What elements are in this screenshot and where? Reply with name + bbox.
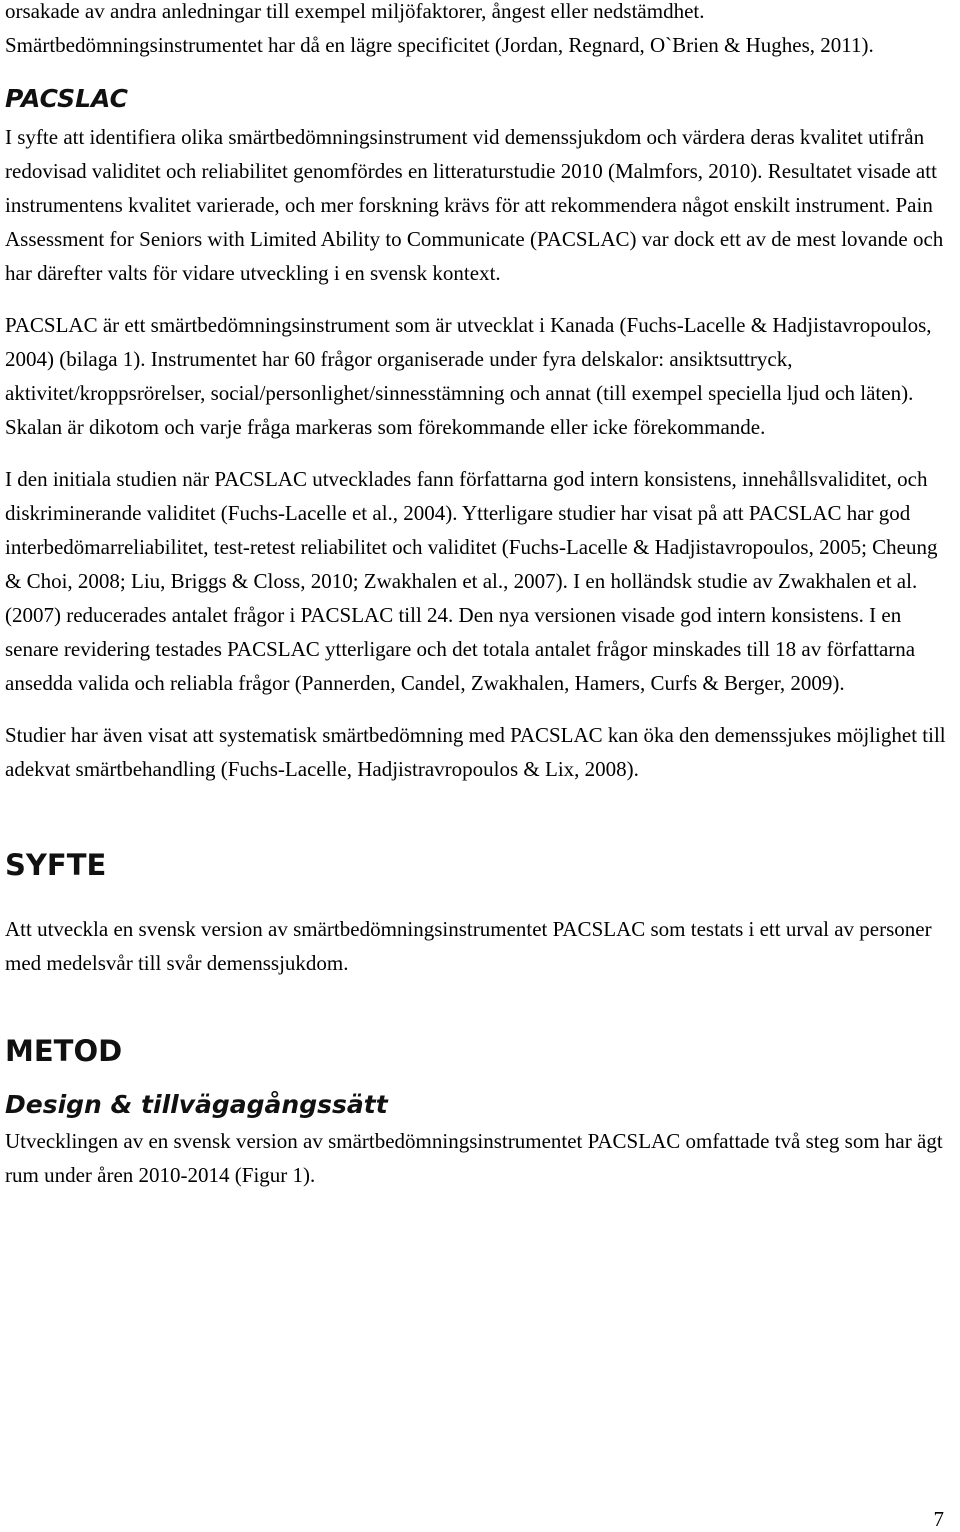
design-paragraph: Utvecklingen av en svensk version av smärtbedömningsinstrumentet PACSLAC omfattade två steg som har ägt rum under åren 2010-2014 (Figur 1).: [5, 1129, 943, 1187]
pacslac-paragraph-3: I den initiala studien när PACSLAC utvecklades fann författarna god intern konsistens, innehållsvaliditet, och diskriminerande validitet (Fuchs-Lacelle et al., 2004). Ytterligare studier har visat på att PACSLAC har god interbedömarreliabilitet, test-retest reliabilitet och validitet (Fuchs-Lacelle & Hadjistavropoulos, 2005; Cheung & Choi, 2008; Liu, Briggs & Closs, 2010; Zwakhalen et al., 2007). I en holländsk studie av Zwakhalen et al. (2007) reducerades antalet frågor i PACSLAC till 24. Den nya versionen visade god intern konsistens. I en senare revidering testades PACSLAC ytterligare och det totala antalet frågor minskades till 18 av författarna ansedda valida och reliabla frågor (Pannerden, Candel, Zwakhalen, Hamers, Curfs & Berger, 2009).: [5, 467, 938, 695]
pacslac-paragraph-1: I syfte att identifiera olika smärtbedömningsinstrument vid demenssjukdom och värdera deras kvalitet utifrån redovisad validitet och reliabilitet genomfördes en litteraturstudie 2010 (Malmfors, 2010). Resultatet visade att instrumentens kvalitet varierade, och mer forskning krävs för att rekommendera något enskilt instrument. Pain Assessment for Seniors with Limited Ability to Communicate (PACSLAC) var dock ett av de mest lovande och har därefter valts för vidare utveckling i en svensk kontext.: [5, 125, 944, 285]
design-heading: Design & tillvägagångssätt: [5, 1090, 388, 1119]
pacslac-paragraph-2: PACSLAC är ett smärtbedömningsinstrument som är utvecklat i Kanada (Fuchs-Lacelle & Hadjistavropoulos, 2004) (bilaga 1). Instrumentet har 60 frågor organiserade under fyra delskalor: ansiktsuttryck, aktivitet/kroppsrörelser, social/personlighet/sinnesstämning och annat (till exempel speciella ljud och läten). Skalan är dikotom och varje fråga markeras som förekommande eller icke förekommande.: [5, 313, 932, 439]
syfte-paragraph: Att utveckla en svensk version av smärtbedömningsinstrumentet PACSLAC som testats i ett urval av personer med medelsvår till svår demenssjukdom.: [5, 917, 932, 975]
pacslac-heading: PACSLAC: [5, 84, 128, 113]
pacslac-paragraph-4: Studier har även visat att systematisk smärtbedömning med PACSLAC kan öka den demenssjukes möjlighet till adekvat smärtbehandling (Fuchs-Lacelle, Hadjistravropoulos & Lix, 2008).: [5, 723, 946, 781]
syfte-heading: SYFTE: [5, 848, 107, 882]
document-page: [5, 0, 955, 1192]
metod-heading: METOD: [5, 1034, 123, 1068]
page-number: 7: [933, 1507, 944, 1531]
intro-paragraph: orsakade av andra anledningar till exempel miljöfaktorer, ångest eller nedstämdhet. Smärtbedömningsinstrumentet har då en lägre specificitet (Jordan, Regnard, O`Brien & Hughes, 2011).: [5, 0, 874, 57]
